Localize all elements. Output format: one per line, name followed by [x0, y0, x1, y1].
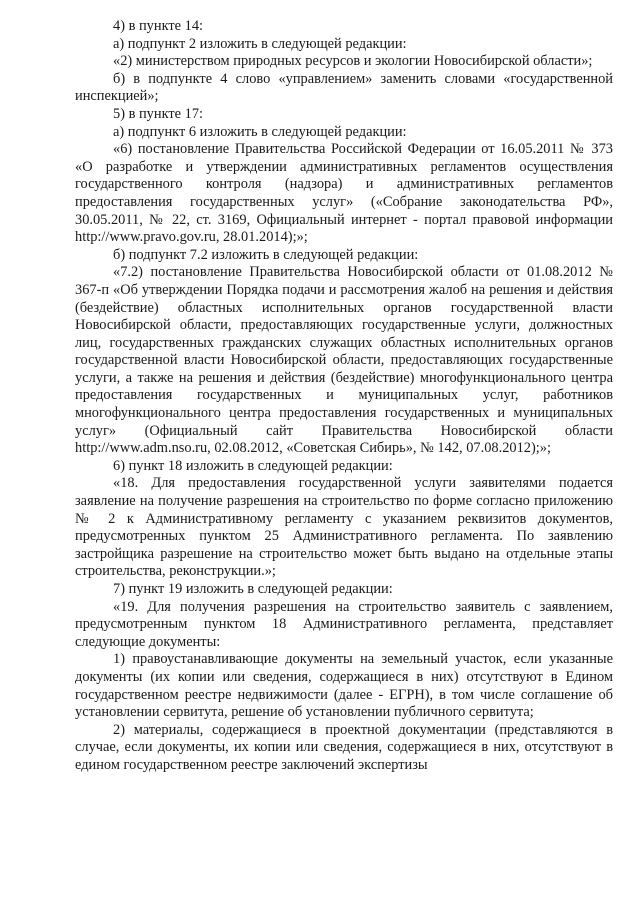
paragraph: «6) постановление Правительства Российской Федерации от 16.05.2011 № 373 «О разработке и утверждении административных регламентов осуществления государственного контроля (надзора) и административных регламентов предоставления государственных услуг» («Собрание законодательства РФ», 30.05.2011, № 22, ст. 3169, Официальный интернет - портал правовой информации http://www.pravo.gov.ru, 28.01.2014);»; — [75, 141, 613, 246]
paragraph: 5) в пункте 17: — [113, 105, 204, 122]
paragraph: 1) правоустанавливающие документы на земельный участок, если указанные документы (их копии или сведения, содержащиеся в них) отсутствуют в Едином государственном реестре недвижимости (далее - ЕГРН), в том числе соглашение об установлении сервитута, решение об установлении публичного сервитута; — [75, 651, 613, 721]
paragraph: б) в подпункте 4 слово «управлением» заменить словами «государственной инспекцией»; — [75, 70, 613, 105]
paragraph: «18. Для предоставления государственной услуги заявителями подается заявление на получение разрешения на строительство по форме согласно приложению № 2 к Административному регламенту с указанием реквизитов документов, предусмотренных пунктом 25 Административного регламента. По заявлению застройщика разрешение на строительство может быть выдано на отдельные этапы строительства, реконструкции.»; — [75, 475, 613, 580]
paragraph: 7) пункт 19 изложить в следующей редакции: — [113, 581, 393, 597]
paragraph: 6) пункт 18 изложить в следующей редакции: — [113, 457, 393, 474]
paragraph: 4) в пункте 14: — [113, 18, 204, 34]
paragraph: «7.2) постановление Правительства Новосибирской области от 01.08.2012 № 367-п «Об утверждении Порядка подачи и рассмотрения жалоб на решения и действия (бездействие) областных исполнительных органов государственной власти Новосибирской области, предоставляющих государственные услуги, должностных лиц, государственных гражданских служащих областных исполнительных органов государственной власти Новосибирской области, предоставляющих государственные услуги, а также на решения и действия (бездействие) многофункционального центра предоставления государственных и муниципальных услуг, работников многофункционального центра предоставления государственных и муниципальных услуг» (Официальный сайт Правительства Новосибирской области http://www.adm.nso.ru, 02.08.2012, «Советская Сибирь», № 142, 07.08.2012);»; — [75, 264, 613, 457]
paragraph: б) подпункт 7.2 изложить в следующей редакции: — [113, 246, 419, 263]
document-page — [75, 18, 613, 775]
paragraph: «19. Для получения разрешения на строительство заявитель с заявлением, предусмотренным пунктом 18 Административного регламента, представляет следующие документы: — [75, 598, 613, 650]
paragraph: а) подпункт 6 изложить в следующей редакции: — [113, 123, 407, 140]
paragraph: 2) материалы, содержащиеся в проектной документации (представляются в случае, если документы, их копии или сведения, содержащиеся в них, отсутствуют в едином государственном реестре заключений экспертизы — [75, 721, 613, 773]
paragraph: а) подпункт 2 изложить в следующей редакции: — [113, 35, 407, 52]
paragraph: «2) министерством природных ресурсов и экологии Новосибирской области»; — [113, 53, 593, 70]
